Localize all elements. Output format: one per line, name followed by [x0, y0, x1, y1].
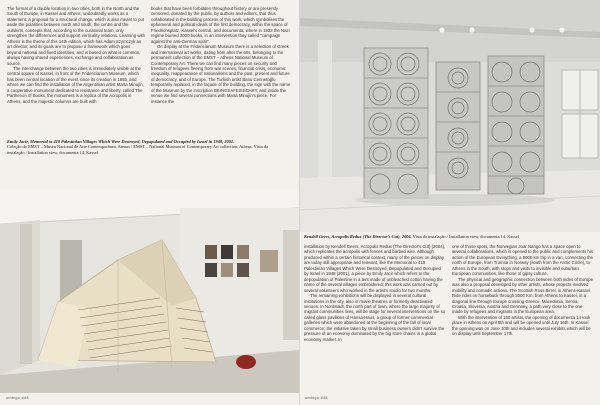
paragraph: On display at the Fridericianum Museum there is a selection of Greek and international art works, dating from after the 60s, belonging to the permanent collection of the EMST – Athens National Museum of Contemporary Art. There we can find many pieces on security and freedom of refugees fleeing from war scenes, financial crisis, economic inequality, reappearance of nationalisms and the past, present and future of democracy, and of Europe. The Turkish artist Banu Cennetoğlu temporarily replaced, in the façade of the building, the sign with the name of the Museum by the inscription BEINGSAFEISSCARY, and inside the venue we find several connections with Marta Minujín's piece. For instance the [151, 44, 291, 104]
paragraph: one of those spots, the Norwegian Joar Nango has a space open to several collaborations, which is opened to the public and complements his action of the European Everything, a 9000 km trip in a van, connecting the north of Europe, from Tromsø in Norway (south from the Arctic Circle), to Athens in the South, with stops and visits to invisible and suburban European communities, like those of gipsy culture. [452, 244, 593, 277]
left-column-2 [151, 6, 291, 104]
paragraph: installation by Kendell Geers, Acropolis Redux (The Director's Cut) (2004), which replicates the acropolis with fences and barbed wire. Although produced within a certain historical context, many of the pieces on display are today still appropriate and relevant, like the Memorial to 418 Palestinian Villages Which Were Destroyed, Depopulated and Occupied by Israel in 1948 (2001), a piece by Emily Jacir which refers to the depopulation of Palestine in a tent made of unbleached cotton having the name of the several villages embroidered; this work was carried out by several volunteers who worked in the artist's studio for two months. [304, 244, 446, 293]
caption-artist-title: Emily Jacir, Memorial to 418 Palestinian Villages Which Were Destroyed, Depopulated and Occupied by Israel in 1948, 2001. [7, 139, 235, 144]
caption-details: Coleção do EMST – Museu Nacional de Arte Contemporânea, Atenas / EMST – National Museum of Contemporary Art collection, Athens. Vista da instalação / Installation view, documenta 14, Kassel [7, 144, 268, 155]
tent-installation-photo [0, 190, 299, 393]
right-column-1 [304, 244, 446, 342]
left-photo-caption [7, 139, 275, 155]
paragraph: books that have been forbidden throughout history or are presently censored, donated by the public, by authors and editors, that thus collaborated in the building process of this work, which symbolises the ephemeral and political ideals of the first democracy, within the space of Friedrichsplatz, Kassel's central, and documenta, where in 1933 the Nazi regime burned 2000 books, in an intervention they called "campaign against the anti-German spirit". [151, 6, 290, 44]
paragraph: The format of a double location in two cities, both in the North and the South of Europe, in Kassel and Athens, undoubtedly works as a statement: a proposal for a structural change, which is also meant to put aside the polarities between north and south, the centre and the outskirts, concepts that, according to the curatorial team, only strengthen the differences and support verticality relations. Learning with Athens is the theme of this 14th edition, which has Adam Szymczyk as art director, and its goals are to propose a framework which goes beyond national and fixed identities, and is based on what is common, always having shared experiences, exchange and collaboration as source. [7, 6, 145, 66]
paragraph: With the intervention of 160 artists, the opening of documenta 14 took place in Athens on April 8th and will be opened until July 16th. In Kassel the opening was on June 10th and includes several exhibits which will be on display until September 17th. [452, 314, 591, 337]
left-column-1 [7, 6, 145, 104]
right-column-2 [452, 244, 594, 337]
right-page-footer: umbigo #48 [305, 396, 328, 400]
paragraph: The physical and geographic connection between both sides of Europe was also a proposal developed by other artists, whose projects involved mobility and nomadic actions. The Scottish Ross Birrel, in Athens-Kassel Ride rides on horseback through 3000 Km, from Athens to Kassel, in a diagonal line through Europe crossing Greece, Macedonia, Servia, Croatia, Slovenia, Austria and Germany, a path very close to the one made by refugees and migrants in the European area. [452, 276, 593, 315]
acropolis-redux-photo [300, 0, 600, 232]
caption-artist-title: Kendell Geers, Acropolis Redux (The Director's Cut), 2004. [304, 234, 412, 239]
paragraph: The remaining exhibitions will be displayed in several cultural institutions in the city, also in movie theatres or formerly deactivated venues. In Nordstadt, the north part of town, where the large majority of migrant communities lives, will be stage for several interventions on the so called glass pavilions of Hansa-Haus, a group of former commercial galleries which were abandoned at the beginning of the fall of local commerce; the initiative taken by small business owners didn't survive the pressure of an economy dominated by the big store chains in a global economy market. In [304, 293, 446, 342]
right-photo-caption [304, 234, 596, 239]
paragraph: The interchange between the two cities is immediately visible at the central square of Kassel, in front of the Fridericianum Museum, which has been central location of the event since its creation in 1955, and where we can find the installation of the Argentinian artist Marta Minujín, a cooperative monument dedicated to resistance and liberty, called The Parthenon of Books, the monument is a replica of the Acropolis in Athens, and the majestic columns are built with [7, 65, 144, 104]
caption-details: Vista da instalação / Installation view, documenta 14, Kassel [412, 234, 519, 239]
left-page-footer: umbigo #48 [6, 396, 29, 400]
